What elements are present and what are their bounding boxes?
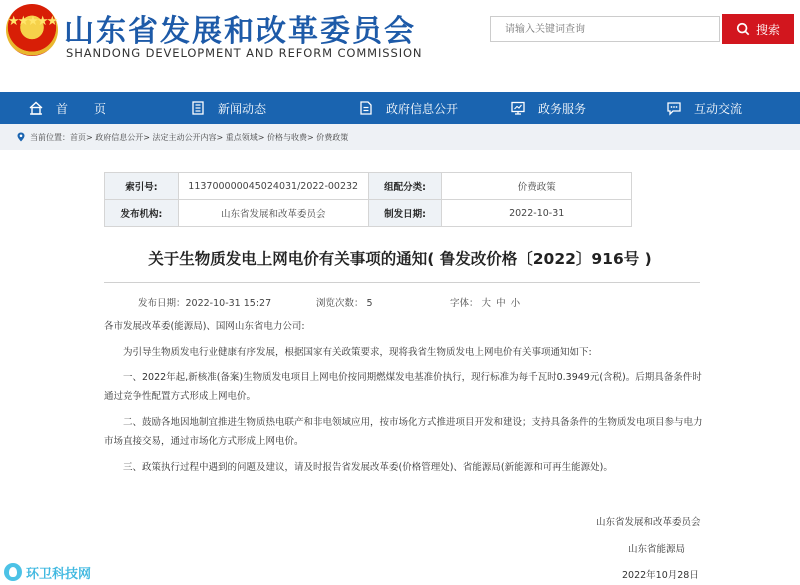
publisher-label: 发布机构: xyxy=(105,200,179,227)
date-value: 2022-10-31 xyxy=(442,200,632,227)
date-label: 制发日期: xyxy=(368,200,442,227)
news-icon xyxy=(190,100,206,116)
font-size-switcher xyxy=(450,295,525,309)
search-button-label: 搜索 xyxy=(755,22,780,37)
salutation: 各市发展改革委(能源局)、国网山东省电力公司: xyxy=(104,321,305,332)
sign-date: 2022年10月28日 xyxy=(622,570,699,581)
signer-commission: 山东省发展和改革委员会 xyxy=(596,517,701,528)
publish-time: 发布日期：2022-10-31 15:27 xyxy=(138,298,272,309)
breadcrumb xyxy=(0,124,800,150)
paragraph-intro: 为引导生物质发电行业健康有序发展，根据国家有关政策要求，现将我省生物质发电上网电价有关事项通知如下: xyxy=(123,347,592,358)
site-subtitle: SHANDONG DEVELOPMENT AND REFORM COMMISSION xyxy=(66,46,423,60)
site-header xyxy=(0,0,800,92)
document-icon xyxy=(358,100,374,116)
paragraph-item-1: 一、2022年起,新核准(备案)生物质发电项目上网电价按同期燃煤发电基准价执行，现行标准为每千瓦时0.3949元(含税)。后期具备条件时通过竞争性配置方式形成上网电价。 xyxy=(104,372,702,402)
main-nav xyxy=(0,92,800,124)
search-icon xyxy=(736,22,750,36)
nav-item-news[interactable] xyxy=(190,92,266,124)
chat-icon xyxy=(666,100,682,116)
search-input[interactable] xyxy=(490,16,720,42)
font-size-medium[interactable]: 中 xyxy=(496,298,506,309)
location-icon xyxy=(16,132,26,142)
search-button[interactable] xyxy=(722,14,794,44)
category-label: 组配分类: xyxy=(368,173,442,200)
category-value: 价费政策 xyxy=(442,173,632,200)
watermark-text: 环卫科技网 xyxy=(26,566,92,582)
signer-energy-bureau: 山东省能源局 xyxy=(628,544,686,555)
national-emblem-icon: ★★★★★ xyxy=(6,4,58,56)
watermark-logo-icon xyxy=(4,563,22,581)
nav-item-home[interactable] xyxy=(28,92,132,124)
view-count: 浏览次数： 5 xyxy=(316,298,373,309)
nav-label-news: 新闻动态 xyxy=(218,101,267,116)
site-title[interactable]: 山东省发展和改革委员会 xyxy=(64,14,416,49)
index-value: 11370000004502403​1/2022-00232 xyxy=(178,173,368,200)
watermark xyxy=(4,562,91,582)
paragraph-item-3: 三、政策执行过程中遇到的问题及建议，请及时报告省发展改革委(价格管理处)、省能源局(新能源和可再生能源处)。 xyxy=(123,462,613,473)
table-row xyxy=(105,173,632,200)
index-label: 索引号: xyxy=(105,173,179,200)
table-row xyxy=(105,200,632,227)
nav-label-gov-service: 政务服务 xyxy=(538,101,587,116)
font-size-small[interactable]: 小 xyxy=(510,298,521,309)
breadcrumb-text[interactable]: 当前位置：首页> 政府信息公开> 法定主动公开内容> 重点领域> 价格与收费> 价费政策 xyxy=(30,132,349,142)
monitor-icon xyxy=(510,100,526,116)
title-divider xyxy=(104,282,700,283)
nav-label-home: 首页 xyxy=(56,101,133,116)
nav-label-info-disclosure: 政府信息公开 xyxy=(386,101,459,116)
nav-item-info-disclosure[interactable] xyxy=(358,92,458,124)
font-size-label: 字体： xyxy=(450,298,479,309)
paragraph-item-2: 二、鼓励各地因地制宜推进生物质热电联产和非电领域应用，按市场化方式推进项目开发和建设；支持具备条件的生物质发电项目参与电力市场直接交易，通过市场化方式形成上网电价。 xyxy=(104,417,703,447)
font-size-large[interactable]: 大 xyxy=(481,298,492,309)
nav-label-interaction: 互动交流 xyxy=(694,101,743,116)
article-title: 关于生物质发电上网电价有关事项的通知( 鲁发改价格〔2022〕916号 ) xyxy=(148,250,652,268)
nav-item-interaction[interactable] xyxy=(666,92,742,124)
document-meta-table xyxy=(104,172,632,227)
nav-item-gov-service[interactable] xyxy=(510,92,586,124)
publisher-value: 山东省发展和改革委员会 xyxy=(178,200,368,227)
home-icon xyxy=(28,100,44,116)
